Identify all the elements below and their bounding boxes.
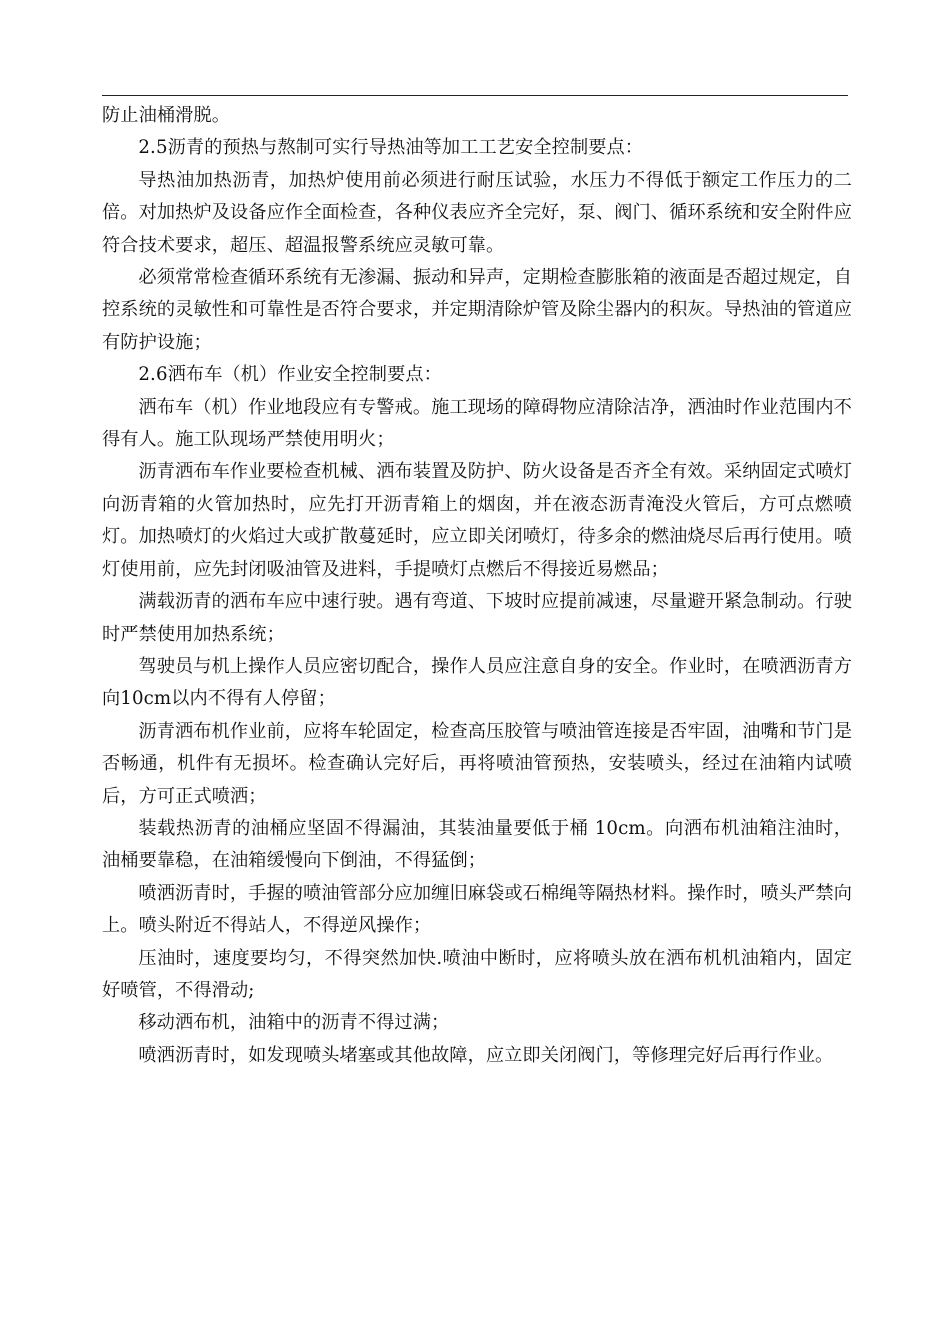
paragraph: 导热油加热沥青，加热炉使用前必须进行耐压试验，水压力不得低于额定工作压力的二倍。对加热炉及设备应作全面检查，各种仪表应齐全完好，泵、阀门、循环系统和安全附件应符合技术要求，超压、超温报警系统应灵敏可靠。 [102, 169, 852, 256]
paragraph: 必须常常检查循环系统有无渗漏、振动和异声，定期检查膨胀箱的液面是否超过规定，自控系统的灵敏性和可靠性是否符合要求，并定期清除炉管及除尘器内的积灰。导热油的管道应有防护设施； [102, 267, 852, 353]
header-rule [102, 95, 848, 96]
document-body [102, 100, 852, 1072]
paragraph: 移动洒布机，油箱中的沥青不得过满； [138, 1012, 450, 1034]
paragraph: 防止油桶滑脱。 [102, 105, 231, 126]
paragraph: 喷洒沥青时，如发现喷头堵塞或其他故障，应立即关闭阀门，等修理完好后再行作业。 [138, 1044, 834, 1066]
paragraph: 洒布车（机）作业地段应有专警戒。施工现场的障碍物应清除洁净，洒油时作业范围内不得有人。施工队现场严禁使用明火； [102, 396, 852, 451]
paragraph: 装载热沥青的油桶应坚固不得漏油，其装油量要低于桶 10cm。向洒布机油箱注油时，油桶要靠稳，在油箱缓慢向下倒油，不得猛倒； [102, 817, 852, 872]
section-heading: 2.5沥青的预热与熬制可实行导热油等加工工艺安全控制要点： [138, 137, 644, 159]
paragraph: 压油时，速度要均匀，不得突然加快.喷油中断时，应将喷头放在洒布机机油箱内，固定好喷管，不得滑动; [102, 947, 852, 1001]
paragraph: 沥青洒布车作业要检查机械、洒布装置及防护、防火设备是否齐全有效。采纳固定式喷灯向沥青箱的火管加热时，应先打开沥青箱上的烟囱，并在液态沥青淹没火管后，方可点燃喷灯。加热喷灯的火焰过大或扩散蔓延时，应立即关闭喷灯，待多余的燃油烧尽后再行使用。喷灯使用前，应先封闭吸油管及进料，手提喷灯点燃后不得接近易燃品； [102, 461, 852, 580]
section-heading: 2.6洒布车（机）作业安全控制要点： [138, 364, 442, 386]
paragraph: 驾驶员与机上操作人员应密切配合，操作人员应注意自身的安全。作业时，在喷洒沥青方向10cm以内不得有人停留； [102, 655, 852, 710]
paragraph: 喷洒沥青时，手握的喷油管部分应加缠旧麻袋或石棉绳等隔热材料。操作时，喷头严禁向上。喷头附近不得站人，不得逆风操作； [102, 882, 852, 937]
paragraph: 满载沥青的洒布车应中速行驶。遇有弯道、下坡时应提前减速，尽量避开紧急制动。行驶时严禁使用加热系统； [102, 591, 852, 645]
paragraph: 沥青洒布机作业前，应将车轮固定，检查高压胶管与喷油管连接是否牢固，油嘴和节门是否畅通，机件有无损坏。检查确认完好后，再将喷油管预热，安装喷头，经过在油箱内试喷后，方可正式喷洒； [102, 720, 852, 807]
